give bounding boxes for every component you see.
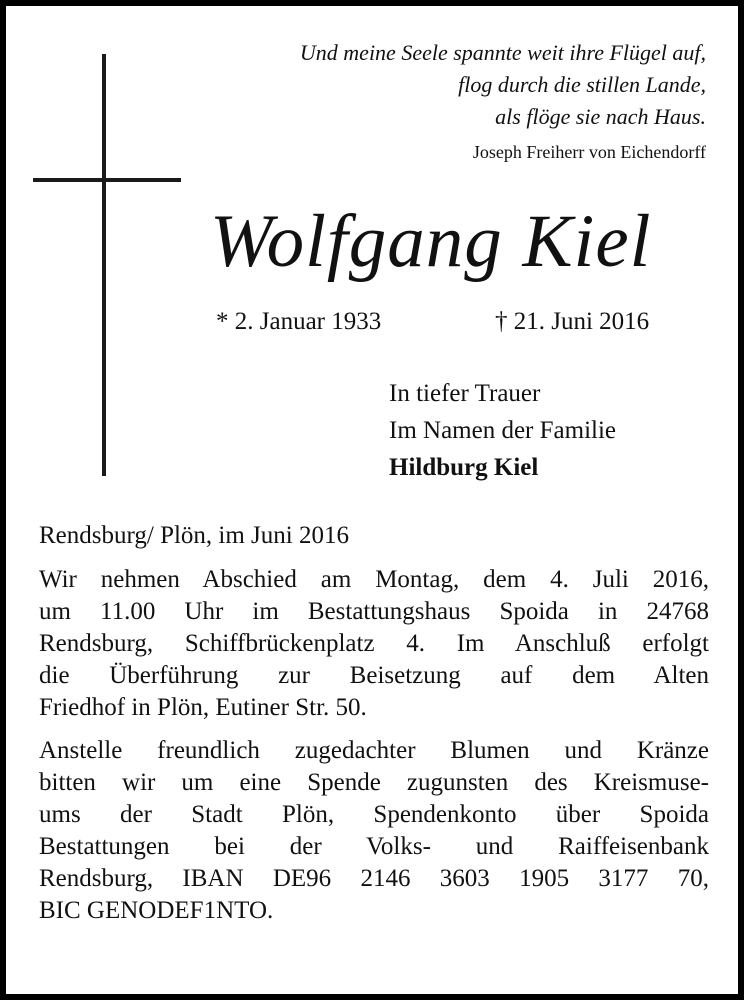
mourner-name: Hildburg Kiel [389,454,539,481]
donation-line: Rendsburg, IBAN DE96 2146 3603 1905 3177 70, [39,865,709,892]
farewell-line: Rendsburg, Schiffbrückenplatz 4. Im Anschluß erfolgt [39,630,709,657]
deceased-name: Wolfgang Kiel [210,200,652,283]
cross-symbol-vertical [102,54,106,476]
donation-line: BIC GENODEF1NTO. [39,897,274,924]
poem-line: flog durch die stillen Lande, [458,72,706,97]
donation-line: bitten wir um eine Spende zugunsten des Kreismuse- [39,769,709,796]
mourning-phrase: In tiefer Trauer [389,380,541,407]
notice-details [39,520,709,927]
mourners-block [389,375,616,486]
cross-symbol-horizontal [33,178,181,182]
farewell-line: um 11.00 Uhr im Bestattungshaus Spoida in 24768 [39,598,709,625]
death-date: † 21. Juni 2016 [495,308,650,335]
donation-paragraph [39,735,709,927]
farewell-line: Friedhof in Plön, Eutiner Str. 50. [39,694,367,721]
poem-quote [146,37,706,133]
poem-line: als flöge sie nach Haus. [495,104,706,129]
farewell-line: Wir nehmen Abschied am Montag, dem 4. Juli 2016, [39,566,709,593]
donation-line: ums der Stadt Plön, Spendenkonto über Spoida [39,801,709,828]
poem-line: Und meine Seele spannte weit ihre Flügel auf, [299,40,706,65]
farewell-paragraph [39,564,709,724]
poem-author: Joseph Freiherr von Eichendorff [472,142,706,162]
place-date: Rendsburg/ Plön, im Juni 2016 [39,522,349,549]
donation-line: Anstelle freundlich zugedachter Blumen und Kränze [39,737,709,764]
donation-line: Bestattungen bei der Volks- und Raiffeisenbank [39,833,709,860]
birth-date: * 2. Januar 1933 [216,308,382,335]
family-phrase: Im Namen der Familie [389,417,617,444]
farewell-line: die Überführung zur Beisetzung auf dem Alten [39,662,709,689]
